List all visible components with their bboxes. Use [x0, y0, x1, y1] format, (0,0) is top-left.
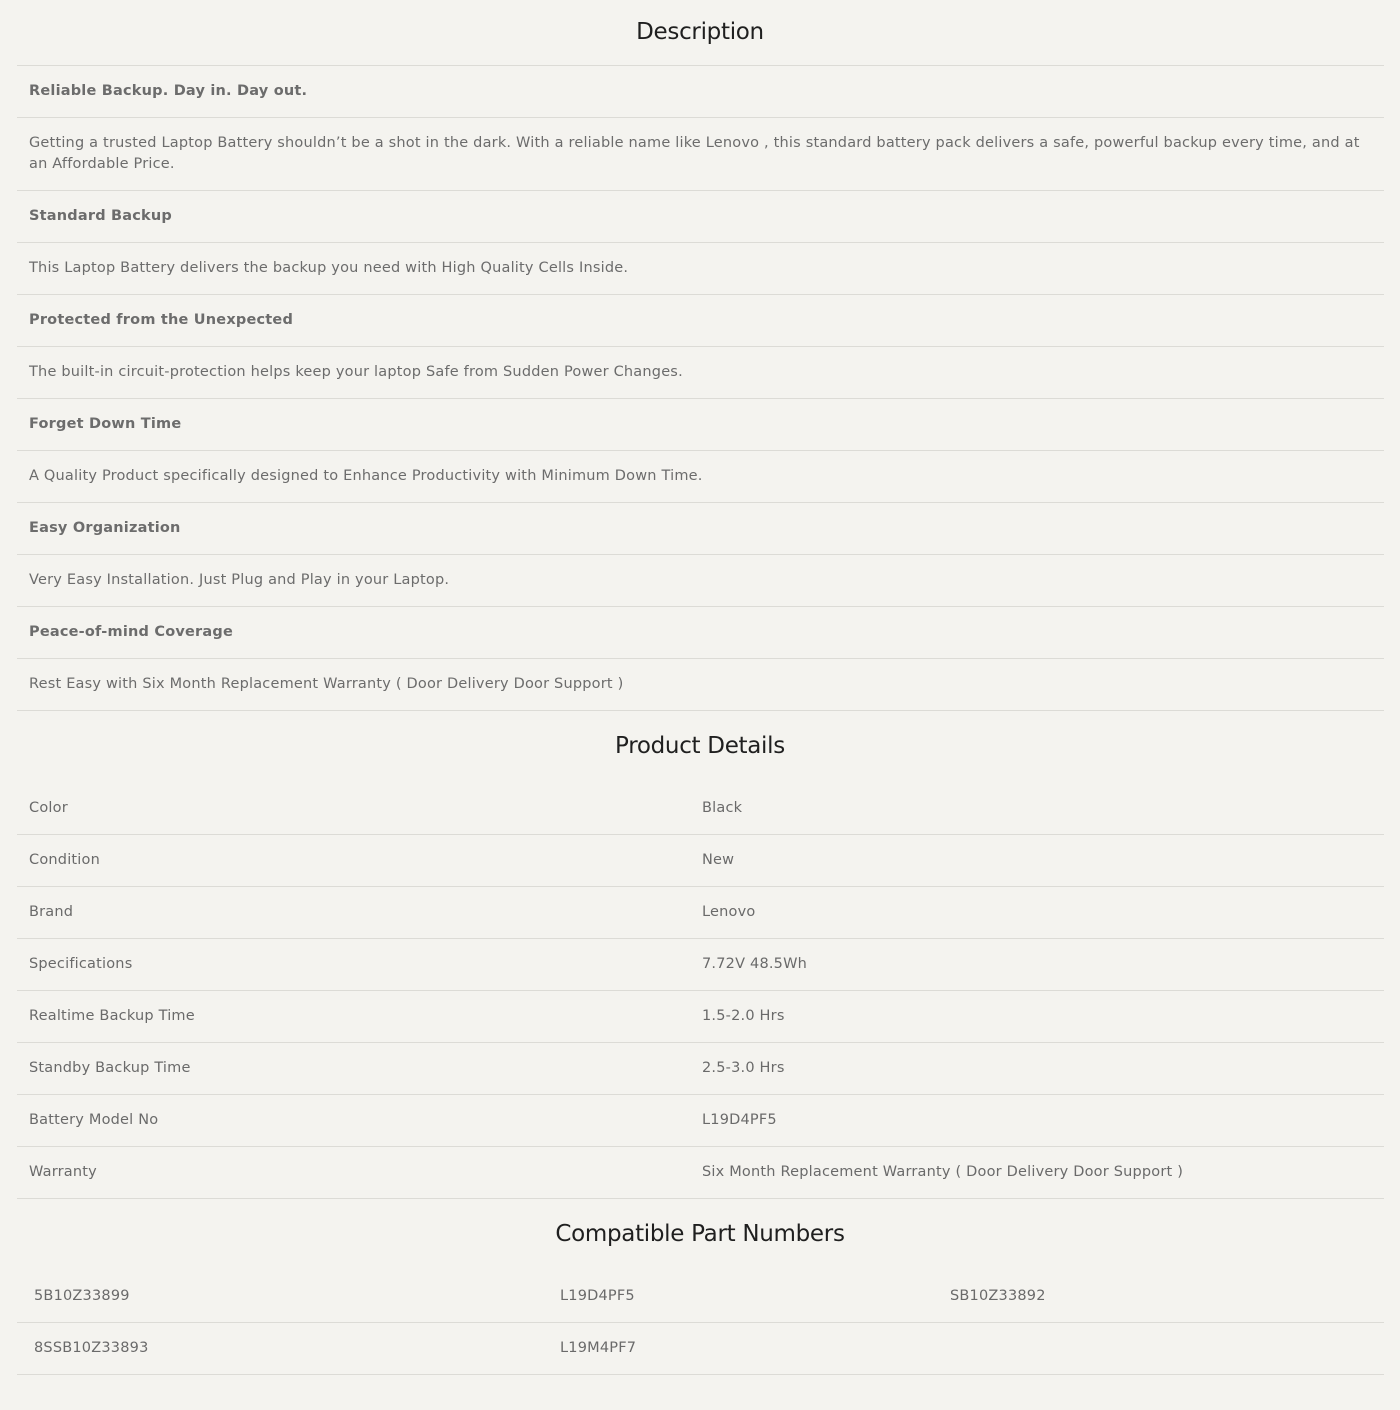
description-text: Getting a trusted Laptop Battery shouldn’t be a shot in the dark. With a reliable name like Lenovo , this standard battery pack delivers a safe, powerful backup every time, and at an Affordable Price. [29, 135, 1360, 172]
details-label: Color [29, 800, 68, 816]
details-row [17, 991, 1384, 1043]
description-row [17, 555, 1384, 607]
description-row [17, 243, 1384, 295]
description-row [17, 347, 1384, 399]
details-label: Condition [29, 852, 100, 868]
parts-row [17, 1271, 1384, 1323]
details-row [17, 1043, 1384, 1095]
description-text: This Laptop Battery delivers the backup you need with High Quality Cells Inside. [29, 260, 629, 276]
description-heading: Standard Backup [29, 208, 173, 224]
details-label: Specifications [29, 956, 133, 972]
description-text: Rest Easy with Six Month Replacement Warranty ( Door Delivery Door Support ) [29, 676, 624, 692]
details-label: Battery Model No [29, 1112, 159, 1128]
compatible-parts-title: Compatible Part Numbers [555, 1221, 845, 1247]
part-number: L19M4PF7 [560, 1340, 637, 1356]
description-row [17, 191, 1384, 243]
description-row [17, 66, 1384, 118]
details-label: Warranty [29, 1164, 97, 1180]
part-number: L19D4PF5 [560, 1288, 635, 1304]
details-row [17, 887, 1384, 939]
description-row [17, 451, 1384, 503]
description-row [17, 659, 1384, 711]
details-row [17, 1095, 1384, 1147]
part-number: 5B10Z33899 [34, 1288, 130, 1304]
details-value: Black [702, 800, 743, 816]
description-text: A Quality Product specifically designed to Enhance Productivity with Minimum Down Time. [29, 468, 703, 484]
description-title: Description [636, 19, 764, 45]
details-value: New [702, 852, 735, 868]
product-details-title: Product Details [615, 733, 785, 759]
part-number: 8SSB10Z33893 [34, 1340, 149, 1356]
product-details-table [17, 783, 1384, 1199]
description-table [17, 65, 1384, 711]
details-value: 2.5-3.0 Hrs [702, 1060, 785, 1076]
description-heading: Protected from the Unexpected [29, 312, 294, 328]
details-value: Lenovo [702, 904, 756, 920]
details-value: 7.72V 48.5Wh [702, 956, 808, 972]
details-label: Standby Backup Time [29, 1060, 191, 1076]
compatible-parts-table [17, 1271, 1384, 1375]
description-heading: Peace-of-mind Coverage [29, 624, 233, 640]
description-heading: Forget Down Time [29, 416, 182, 432]
details-value: Six Month Replacement Warranty ( Door Delivery Door Support ) [702, 1164, 1184, 1180]
description-row [17, 607, 1384, 659]
details-row [17, 939, 1384, 991]
description-text: The built-in circuit-protection helps keep your laptop Safe from Sudden Power Changes. [29, 364, 683, 380]
description-row [17, 118, 1384, 191]
description-heading: Reliable Backup. Day in. Day out. [29, 83, 308, 99]
details-value: 1.5-2.0 Hrs [702, 1008, 785, 1024]
details-row [17, 783, 1384, 835]
description-row [17, 399, 1384, 451]
description-row [17, 503, 1384, 555]
details-row [17, 1147, 1384, 1199]
parts-row [17, 1323, 1384, 1375]
details-label: Brand [29, 904, 74, 920]
details-label: Realtime Backup Time [29, 1008, 195, 1024]
description-row [17, 295, 1384, 347]
description-text: Very Easy Installation. Just Plug and Play in your Laptop. [29, 572, 450, 588]
details-row [17, 835, 1384, 887]
part-number: SB10Z33892 [950, 1288, 1046, 1304]
description-heading: Easy Organization [29, 520, 181, 536]
details-value: L19D4PF5 [702, 1112, 777, 1128]
